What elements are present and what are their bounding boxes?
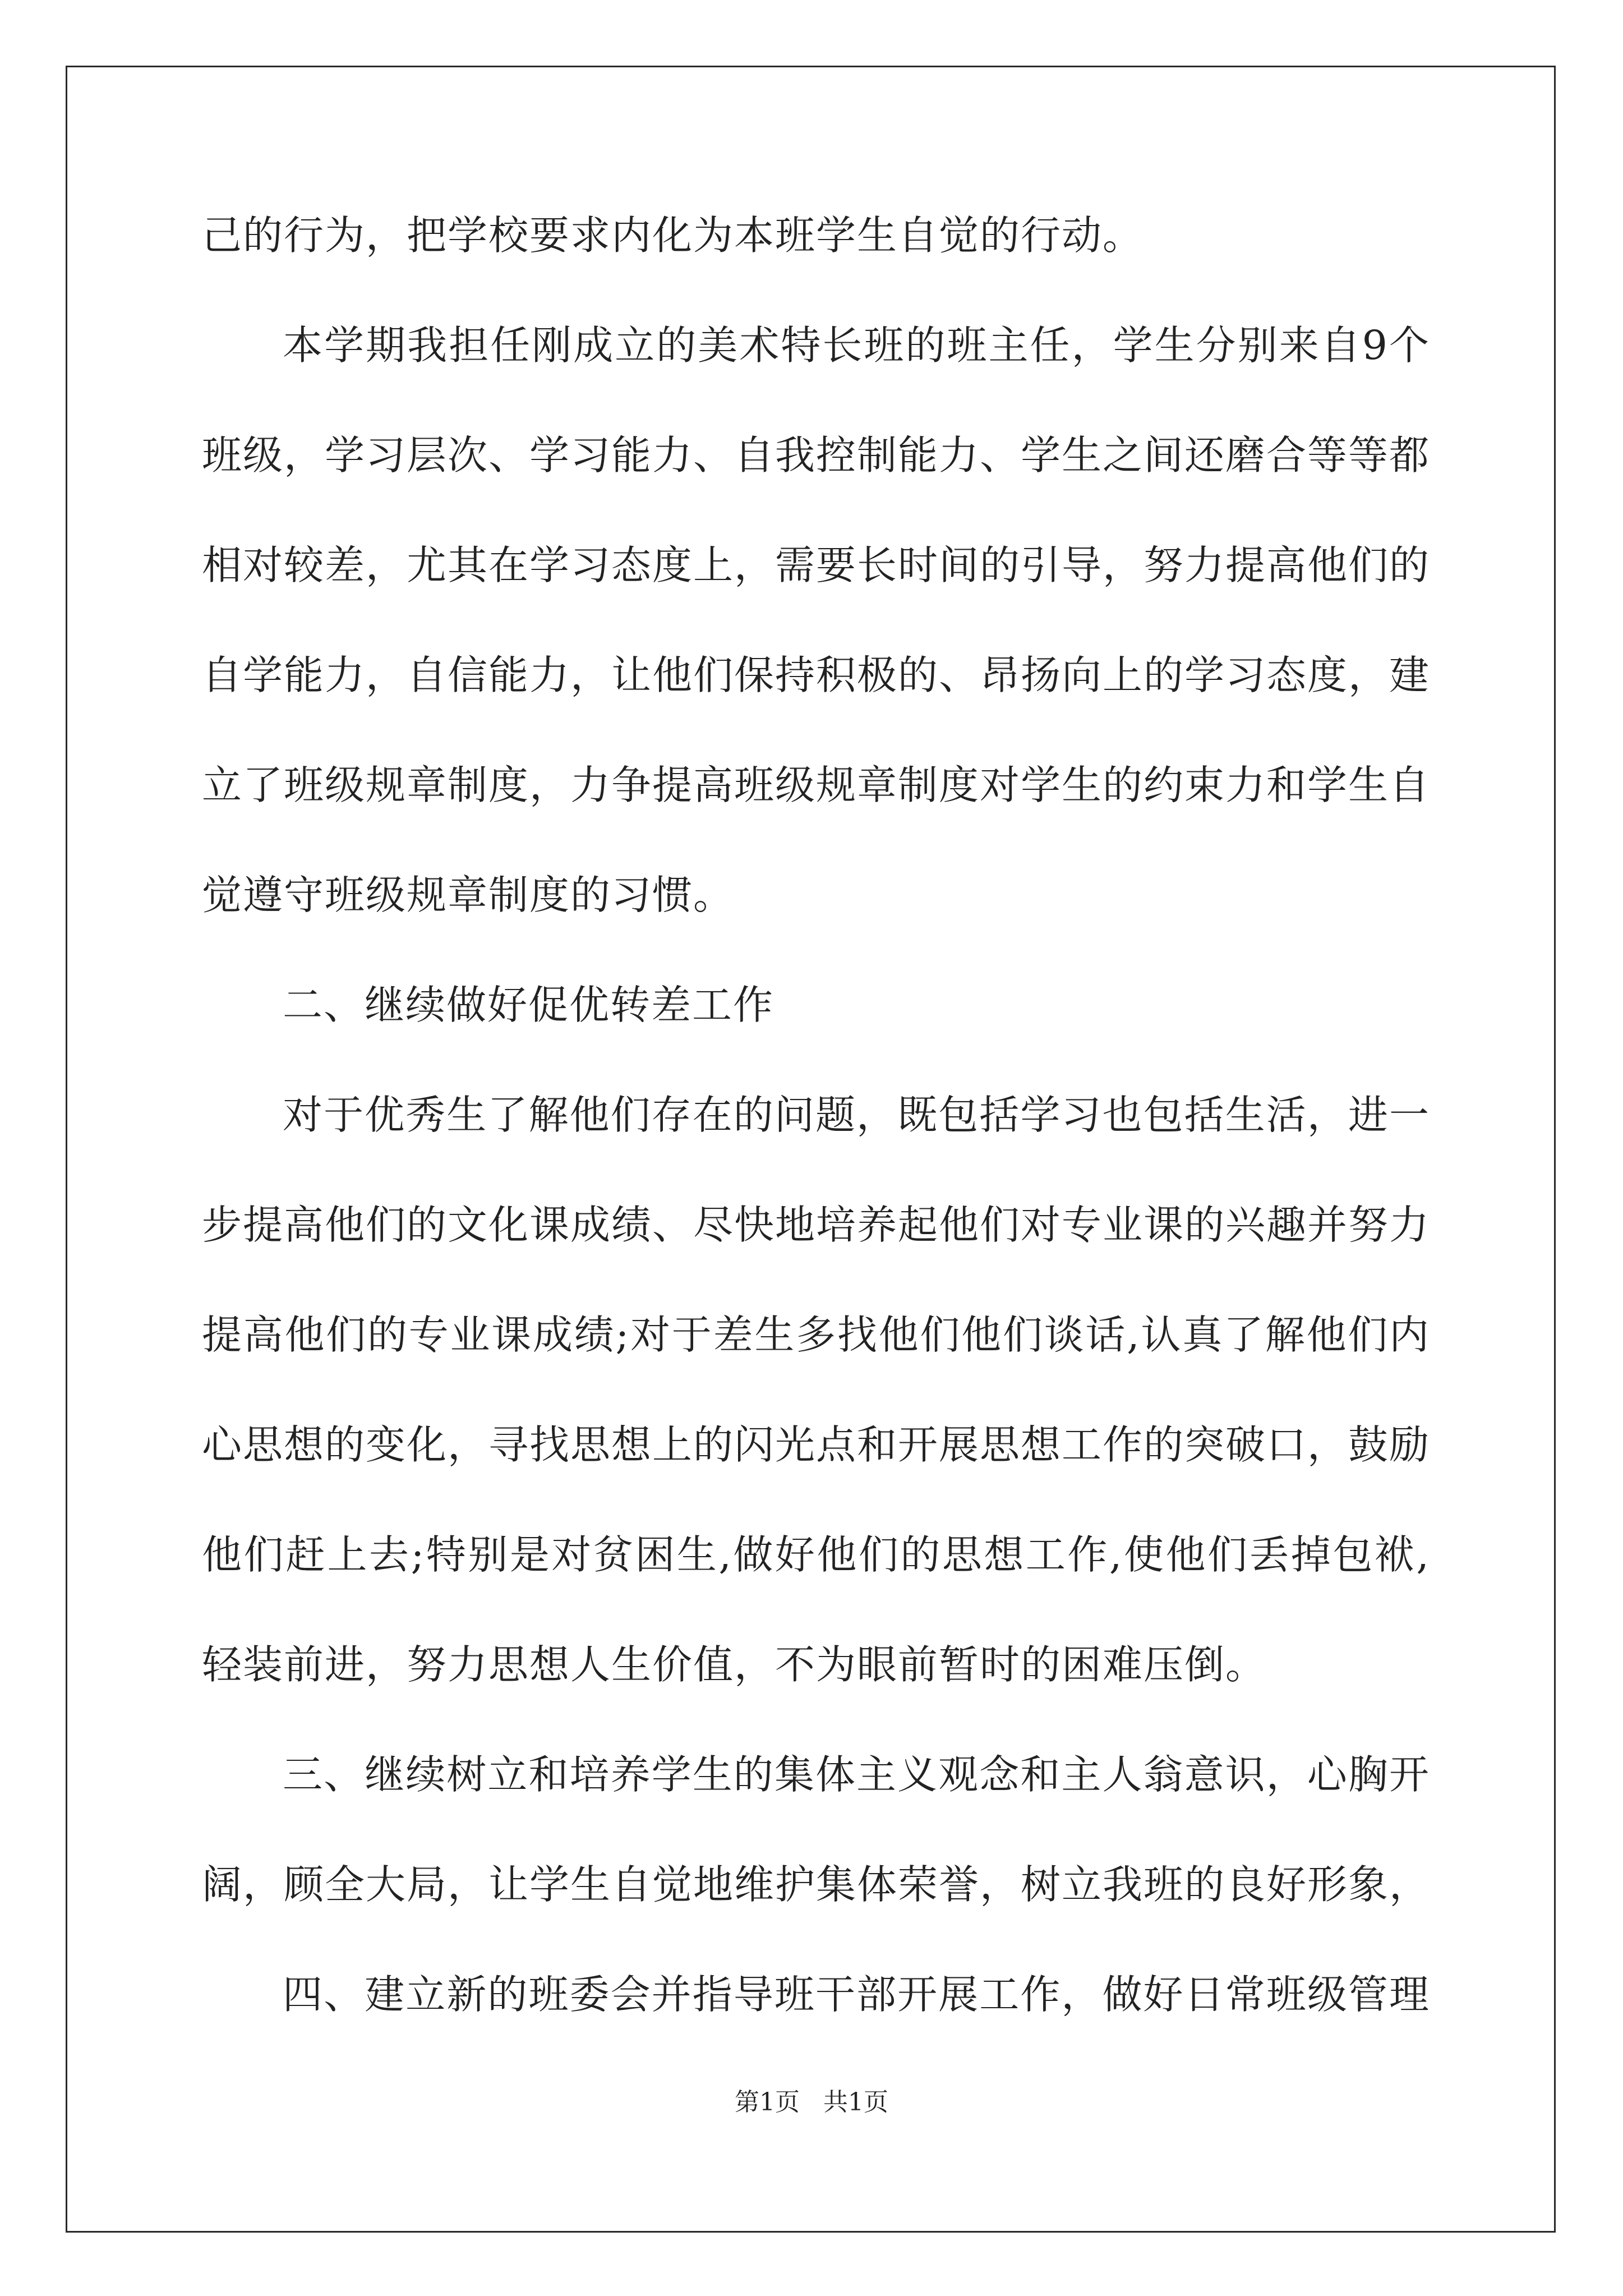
- text-line: 班级，学习层次、学习能力、自我控制能力、学生之间还磨合等等都: [202, 432, 1431, 478]
- text-line: 立了班级规章制度，力争提高班级规章制度对学生的约束力和学生自: [202, 762, 1431, 808]
- section-heading: 二、继续做好促优转差工作: [283, 982, 774, 1028]
- text-line: 步提高他们的文化课成绩、尽快地培养起他们对专业课的兴趣并努力: [202, 1202, 1431, 1248]
- text-line: 轻装前进，努力思想人生价值，不为眼前暂时的困难压倒。: [202, 1641, 1267, 1688]
- text-line: 觉遵守班级规章制度的习惯。: [202, 872, 735, 918]
- text-line: 他们赶上去;特别是对贫困生,做好他们的思想工作,使他们丢掉包袱,: [202, 1531, 1430, 1578]
- text-line: 四、建立新的班委会并指导班干部开展工作，做好日常班级管理: [283, 1971, 1430, 2018]
- text-line: 提高他们的专业课成绩;对于差生多找他们他们谈话,认真了解他们内: [202, 1312, 1430, 1358]
- text-line: 阔，顾全大局，让学生自觉地维护集体荣誉，树立我班的良好形象，: [202, 1861, 1431, 1908]
- text-line: 己的行为，把学校要求内化为本班学生自觉的行动。: [202, 212, 1144, 259]
- text-line: 对于优秀生了解他们存在的问题，既包括学习也包括生活，进一: [283, 1092, 1430, 1138]
- text-line: 三、继续树立和培养学生的集体主义观念和主人翁意识，心胸开: [283, 1751, 1430, 1798]
- text-line: 自学能力，自信能力，让他们保持积极的、昂扬向上的学习态度，建: [202, 652, 1431, 698]
- text-line: 心思想的变化，寻找思想上的闪光点和开展思想工作的突破口，鼓励: [202, 1421, 1431, 1468]
- page-footer: 第1页 共1页: [735, 2088, 888, 2116]
- text-line: 本学期我担任刚成立的美术特长班的班主任，学生分别来自9个: [283, 322, 1430, 369]
- text-line: 相对较差，尤其在学习态度上，需要长时间的引导，努力提高他们的: [202, 542, 1431, 588]
